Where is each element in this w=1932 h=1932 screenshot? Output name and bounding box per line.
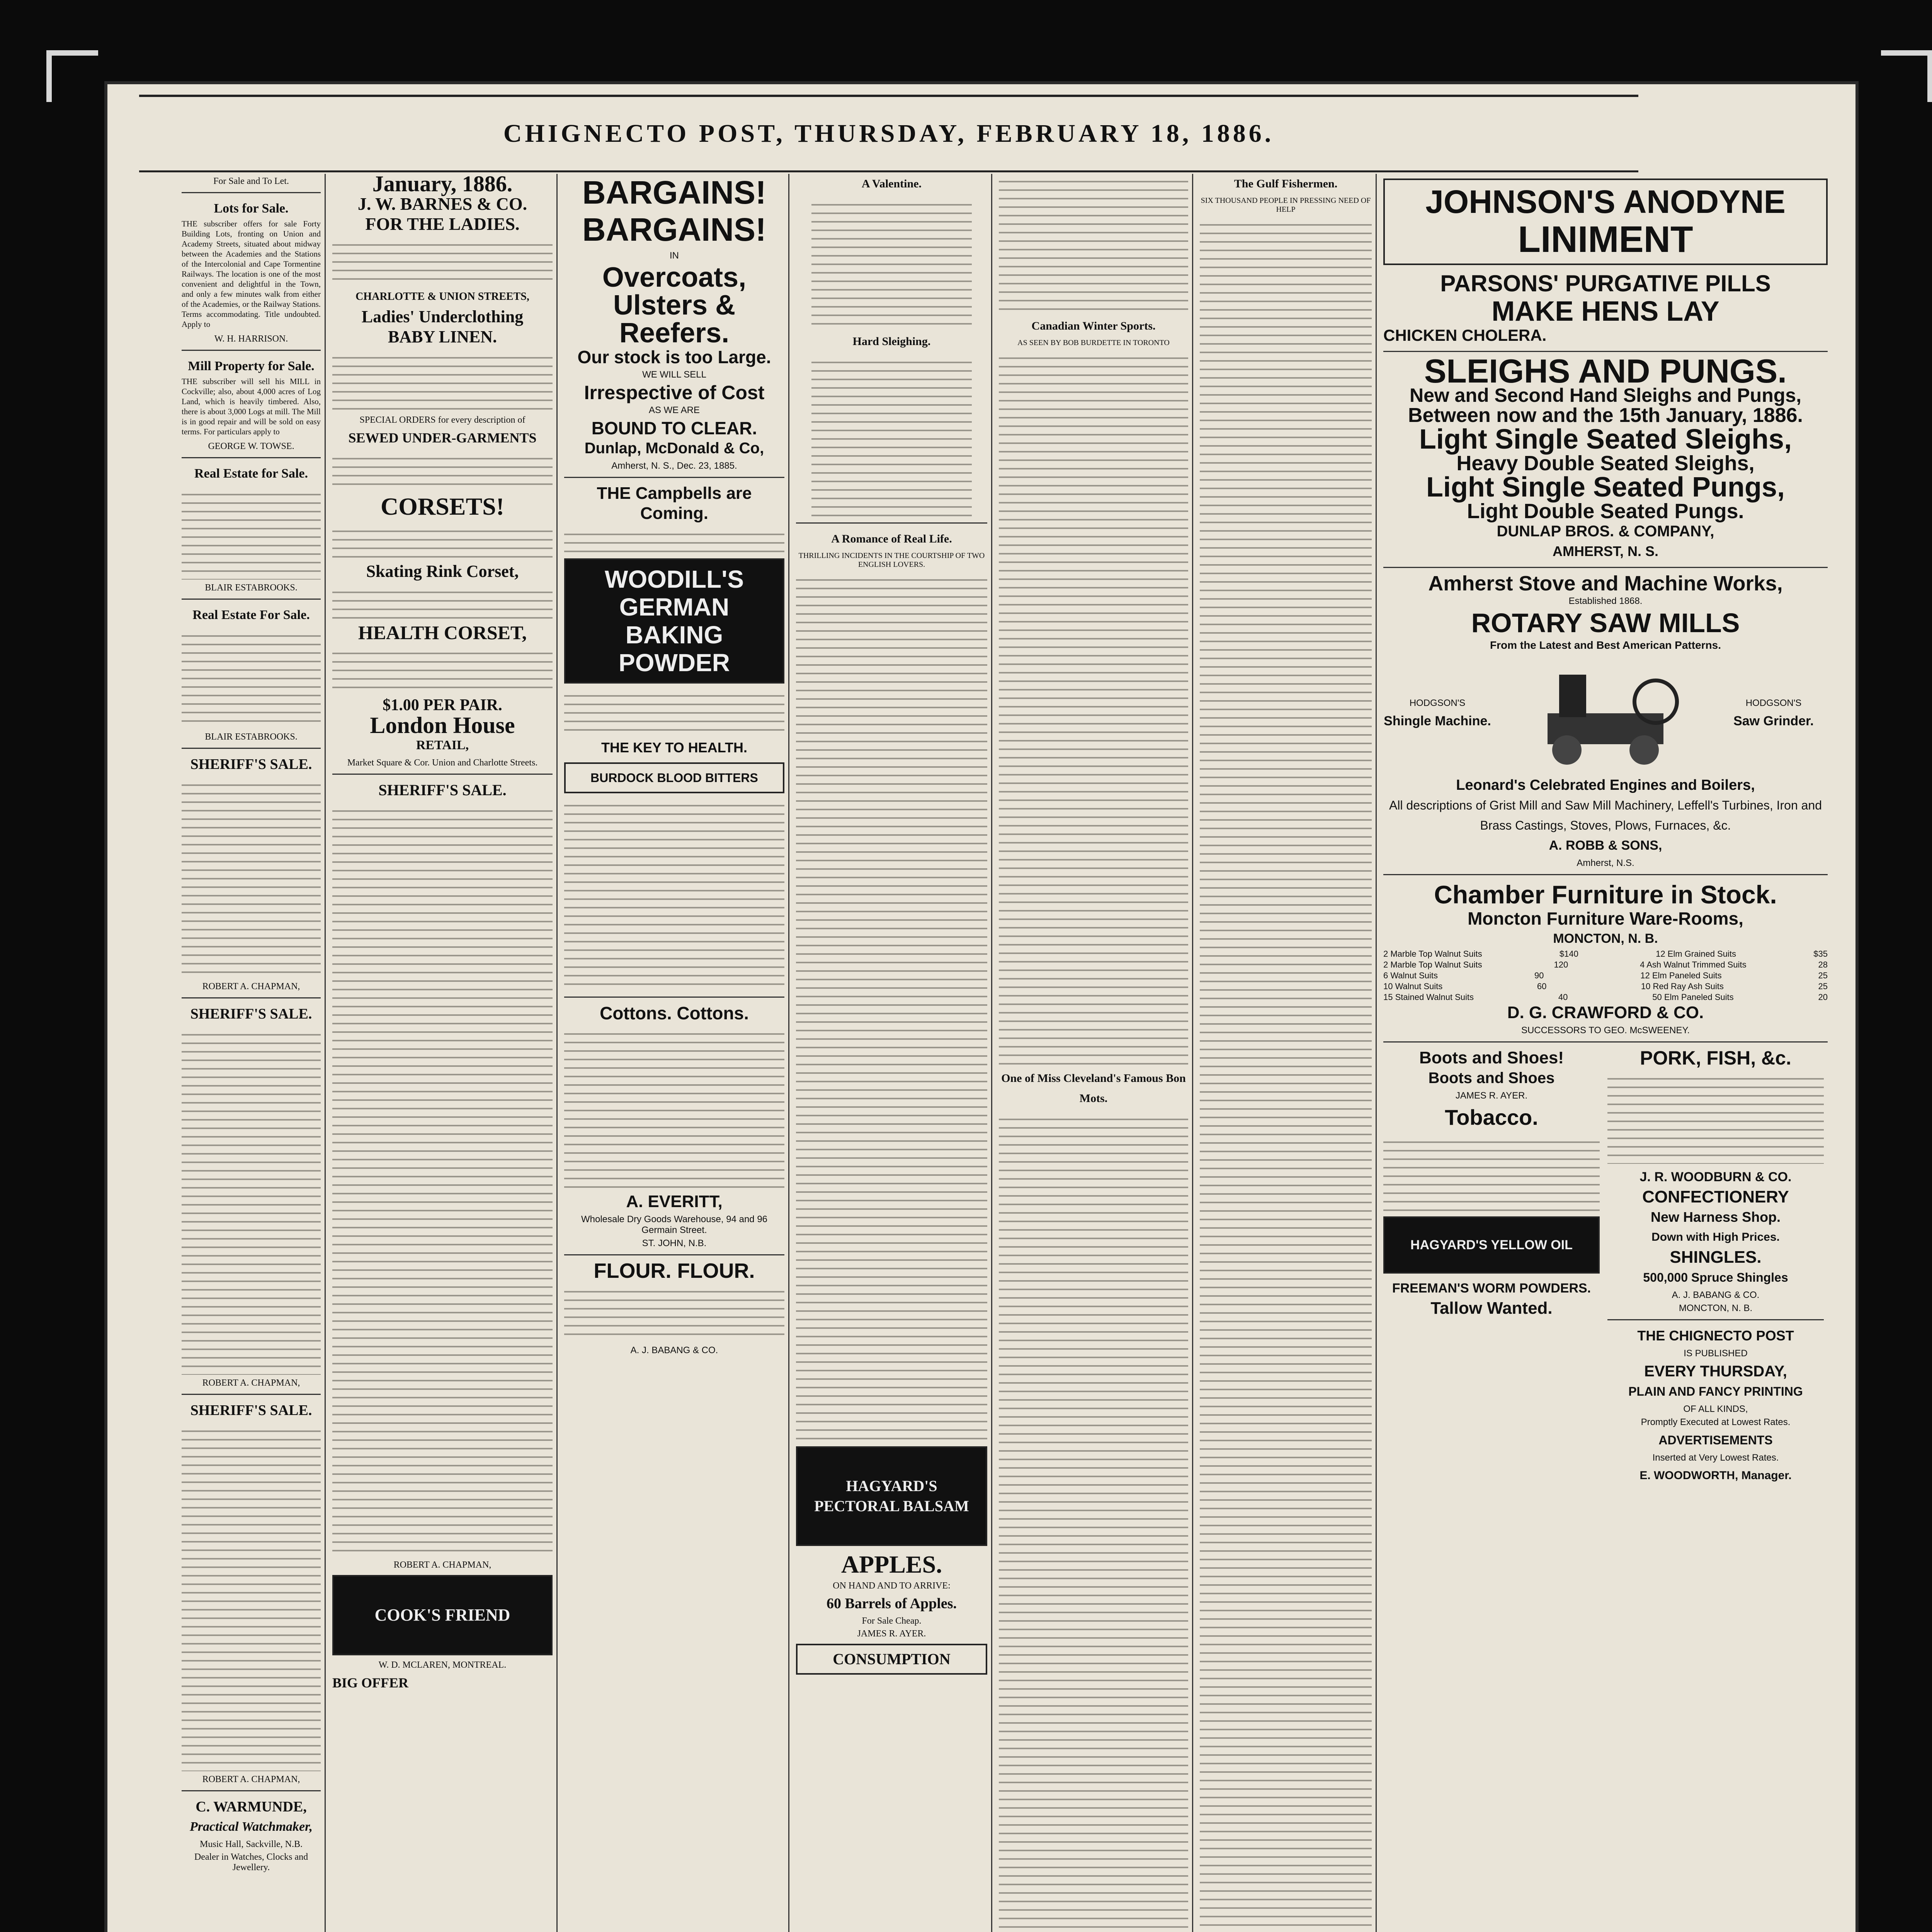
- ad-heading: Tobacco.: [1445, 1105, 1538, 1129]
- ad-signature: W. H. HARRISON.: [214, 334, 288, 344]
- price-cell: 90: [1534, 971, 1544, 980]
- ad-signature: BLAIR ESTABROOKS.: [205, 583, 298, 593]
- ad-signature: ROBERT A. CHAPMAN,: [202, 1774, 300, 1784]
- price-cell: 10 Walnut Suits: [1383, 981, 1443, 991]
- ad-heading: Skating Rink Corset,: [366, 562, 519, 581]
- ad-text: IS PUBLISHED: [1684, 1348, 1748, 1359]
- ad-heading: PARSONS' PURGATIVE PILLS: [1440, 270, 1771, 296]
- ad-heading: EVERY THURSDAY,: [1644, 1363, 1787, 1380]
- sheriff-sale-heading: SHERIFF'S SALE.: [190, 1006, 312, 1022]
- ad-heading: BAKING: [625, 621, 723, 649]
- ad-heading: HAGYARD'S YELLOW OIL: [1410, 1238, 1573, 1252]
- ad-text: Inserted at Very Lowest Rates.: [1652, 1452, 1779, 1463]
- ad-heading: SHINGLES.: [1670, 1248, 1762, 1267]
- ad-heading: FLOUR. FLOUR.: [594, 1259, 755, 1282]
- article-subheading: SIX THOUSAND PEOPLE IN PRESSING NEED OF HELP: [1201, 196, 1371, 214]
- masthead: [139, 95, 1638, 172]
- ad-heading: BOUND TO CLEAR.: [591, 418, 757, 438]
- column-5: [999, 174, 1188, 1932]
- ad-text: SUCCESSORS TO GEO. McSWEENEY.: [1521, 1025, 1690, 1036]
- ad-heading: Cottons. Cottons.: [600, 1003, 749, 1023]
- ad-heading: PORK, FISH, &c.: [1640, 1047, 1791, 1069]
- price-cell: 6 Walnut Suits: [1383, 971, 1438, 980]
- price-cell: 60: [1537, 981, 1547, 991]
- ad-heading: 60 Barrels of Apples.: [826, 1595, 957, 1612]
- price-cell: 28: [1818, 960, 1828, 969]
- article-heading: Hard Sleighing.: [852, 335, 931, 348]
- hagyards-balsam-ad: [796, 1446, 987, 1546]
- ad-heading: FREEMAN'S WORM POWDERS.: [1392, 1281, 1591, 1296]
- column-rule: [1192, 174, 1193, 1932]
- price-row: [1383, 959, 1828, 970]
- price-cell: 120: [1554, 960, 1568, 969]
- ad-signature: ROBERT A. CHAPMAN,: [393, 1560, 492, 1570]
- ad-heading: ROTARY SAW MILLS: [1471, 608, 1740, 638]
- column-rule: [325, 174, 326, 1932]
- ad-heading: SEWED UNDER-GARMENTS: [348, 430, 537, 446]
- ad-heading: THE KEY TO HEALTH.: [601, 740, 748, 755]
- article-byline: AS SEEN BY BOB BURDETTE IN TORONTO: [1017, 338, 1170, 347]
- ad-heading: APPLES.: [841, 1551, 942, 1578]
- price-row: [1383, 949, 1828, 959]
- price-cell: 25: [1818, 971, 1828, 980]
- ad-heading: New and Second Hand Sleighs and Pungs,: [1409, 384, 1802, 406]
- ad-signature: JAMES R. AYER.: [1455, 1090, 1528, 1101]
- watchmaker-dealer: Dealer in Watches, Clocks and Jewellery.: [194, 1852, 308, 1872]
- firm-name: Dunlap, McDonald & Co,: [584, 440, 764, 457]
- price-cell: 2 Marble Top Walnut Suits: [1383, 960, 1482, 969]
- ad-heading: ADVERTISEMENTS: [1658, 1433, 1773, 1447]
- price-cell: $140: [1559, 949, 1578, 959]
- firm-name: DUNLAP BROS. & COMPANY,: [1497, 523, 1714, 540]
- article-heading: A Valentine.: [861, 177, 922, 190]
- ad-text: HODGSON'S: [1745, 698, 1802, 708]
- store-address: Market Square & Cor. Union and Charlotte Streets.: [347, 758, 538, 768]
- furniture-price-list: [1383, 949, 1828, 1003]
- column-1: [182, 174, 321, 1932]
- column-rule: [1376, 174, 1377, 1932]
- woodills-baking-powder-ad: [564, 558, 784, 684]
- masthead-title: CHIGNECTO POST, THURSDAY, FEBRUARY 18, 1886.: [503, 119, 1274, 148]
- johnsons-liniment-ad: [1383, 179, 1828, 265]
- crop-mark-top-left: [46, 50, 98, 102]
- ad-signature: A. J. BABANG & CO.: [630, 1345, 718, 1355]
- ad-heading: THE Campbells are Coming.: [597, 484, 752, 523]
- watchmaker-trade: Practical Watchmaker,: [190, 1820, 313, 1834]
- ad-location: ST. JOHN, N.B.: [642, 1238, 707, 1248]
- firm-name: D. G. CRAWFORD & CO.: [1507, 1003, 1704, 1022]
- sheriff-sale-heading: SHERIFF'S SALE.: [190, 1402, 312, 1418]
- column-rule: [556, 174, 558, 1932]
- ad-text: IN: [670, 250, 679, 261]
- ad-heading: Light Single Seated Pungs,: [1426, 472, 1785, 503]
- ad-location: MONCTON, N. B.: [1553, 931, 1658, 946]
- ad-heading: BIG OFFER: [332, 1675, 409, 1690]
- ad-heading: Moncton Furniture Ware-Rooms,: [1468, 908, 1743, 929]
- ad-heading: BARGAINS!: [582, 174, 766, 211]
- column-7: [1383, 174, 1828, 1932]
- ad-text: OF ALL KINDS,: [1683, 1404, 1748, 1414]
- ad-heading: Chamber Furniture in Stock.: [1434, 880, 1777, 909]
- price-cell: 15 Stained Walnut Suits: [1383, 992, 1474, 1002]
- ad-heading: Amherst Stove and Machine Works,: [1428, 572, 1783, 595]
- ad-heading: Our stock is too Large.: [577, 347, 771, 367]
- firm-name: A. ROBB & SONS,: [1549, 838, 1662, 853]
- sheriff-sale-heading: SHERIFF'S SALE.: [190, 756, 312, 772]
- ad-heading: BURDOCK BLOOD BITTERS: [590, 771, 758, 785]
- consumption-ad: [796, 1644, 987, 1675]
- ad-heading: Lots for Sale.: [214, 201, 289, 216]
- ad-heading: Light Single Seated Sleighs,: [1419, 424, 1792, 455]
- price-cell: 4 Ash Walnut Trimmed Suits: [1640, 960, 1747, 969]
- column-4: [796, 174, 987, 1932]
- ad-location: AMHERST, N. S.: [1552, 543, 1659, 559]
- price-cell: $35: [1813, 949, 1828, 959]
- ad-text: SPECIAL ORDERS for every description of: [359, 415, 526, 425]
- store-type: RETAIL,: [416, 738, 469, 752]
- ad-signature: JAMES R. AYER.: [857, 1629, 926, 1639]
- ad-heading: BABY LINEN.: [388, 327, 497, 346]
- ad-text: Promptly Executed at Lowest Rates.: [1641, 1417, 1791, 1427]
- ad-text: HODGSON'S: [1409, 698, 1466, 708]
- ad-text: WE WILL SELL: [642, 369, 706, 380]
- article-heading: One of Miss Cleveland's Famous Bon Mots.: [1001, 1072, 1186, 1105]
- ad-heading: JOHNSON'S ANODYNE: [1425, 184, 1786, 220]
- ad-heading: COOK'S FRIEND: [374, 1605, 510, 1624]
- ad-signature: ROBERT A. CHAPMAN,: [202, 1378, 300, 1388]
- ad-text: All descriptions of Grist Mill and Saw Mill Machinery, Leffell's Turbines, Iron and Brass Castings, Stoves, Plows, Furnaces, &c.: [1389, 798, 1822, 832]
- article-heading: A Romance of Real Life.: [831, 532, 952, 545]
- ad-heading: HAGYARD'S PECTORAL BALSAM: [814, 1477, 969, 1515]
- column-rule: [991, 174, 992, 1932]
- ad-heading: Mill Property for Sale.: [188, 359, 315, 373]
- ad-location: CHARLOTTE & UNION STREETS,: [355, 291, 529, 303]
- ad-price: $1.00 PER PAIR.: [383, 696, 502, 714]
- price-cell: 20: [1818, 992, 1828, 1002]
- ad-heading: LINIMENT: [1518, 219, 1693, 260]
- ad-heading: CHICKEN CHOLERA.: [1383, 326, 1547, 344]
- ad-heading: Ulsters &: [613, 290, 736, 321]
- ad-heading: Tallow Wanted.: [1430, 1299, 1553, 1318]
- crop-mark-top-right: [1881, 50, 1932, 102]
- price-row: [1383, 970, 1828, 981]
- yellow-oil-ad: [1383, 1216, 1600, 1274]
- price-cell: 25: [1818, 981, 1828, 991]
- ad-heading: Real Estate for Sale.: [194, 466, 308, 481]
- ad-signature: BLAIR ESTABROOKS.: [205, 732, 298, 742]
- ad-heading: SLEIGHS AND PUNGS.: [1424, 353, 1787, 390]
- ad-heading: Real Estate For Sale.: [192, 608, 310, 622]
- ad-signature: GEORGE W. TOWSE.: [208, 441, 294, 451]
- cooks-friend-ad: [332, 1575, 553, 1655]
- ad-body: THE subscriber will sell his MILL in Cockville; also, about 4,000 acres of Log Land, which is heavily timbered. Also, there is about 3,000 Logs at mill. The Mill is in good repair and will be sold on easy terms. For particulars apply to: [182, 377, 321, 436]
- price-row: [1383, 981, 1828, 992]
- ad-date: January, 1886.: [372, 174, 513, 196]
- ad-heading: 500,000 Spruce Shingles: [1643, 1270, 1788, 1284]
- ad-heading: Boots and Shoes!: [1419, 1048, 1564, 1067]
- ad-heading: MAKE HENS LAY: [1492, 296, 1719, 327]
- ad-heading: GERMAN: [619, 593, 730, 621]
- ad-heading: Saw Grinder.: [1733, 714, 1814, 728]
- ad-heading: CONFECTIONERY: [1642, 1187, 1789, 1206]
- ad-heading: FOR THE LADIES.: [365, 214, 520, 234]
- ad-heading: CORSETS!: [380, 493, 505, 520]
- price-cell: 10 Red Ray Ash Suits: [1641, 981, 1724, 991]
- price-cell: 50 Elm Paneled Suits: [1652, 992, 1734, 1002]
- article-heading: The Gulf Fishermen.: [1234, 177, 1338, 190]
- ad-heading: Heavy Double Seated Sleighs,: [1456, 452, 1755, 475]
- column-6: [1200, 174, 1372, 1932]
- ad-location: Amherst, N. S., Dec. 23, 1885.: [611, 461, 737, 471]
- price-row: [1383, 992, 1828, 1003]
- ad-text: From the Latest and Best American Patterns.: [1490, 639, 1721, 651]
- ad-heading: Boots and Shoes: [1428, 1070, 1555, 1087]
- article-heading: Canadian Winter Sports.: [1031, 320, 1156, 332]
- store-name: London House: [370, 713, 515, 738]
- machinery-ad: [1383, 655, 1828, 771]
- firm-name: J. W. BARNES & CO.: [357, 194, 527, 214]
- ad-heading: Reefers.: [619, 318, 730, 349]
- ad-heading: Irrespective of Cost: [584, 382, 765, 403]
- ad-signature: E. WOODWORTH, Manager.: [1639, 1469, 1792, 1482]
- ad-heading: PLAIN AND FANCY PRINTING: [1628, 1384, 1803, 1398]
- ad-signature: ROBERT A. CHAPMAN,: [202, 981, 300, 992]
- ad-text: For Sale Cheap.: [862, 1616, 922, 1626]
- firm-name: J. R. WOODBURN & CO.: [1639, 1170, 1792, 1184]
- ad-heading: BARGAINS!: [582, 211, 766, 248]
- watchmaker-address: Music Hall, Sackville, N.B.: [200, 1839, 303, 1849]
- burdock-ad: [564, 762, 784, 793]
- ad-heading: THE CHIGNECTO POST: [1637, 1328, 1794, 1344]
- firm-name: A. EVERITT,: [626, 1192, 723, 1211]
- section-heading: For Sale and To Let.: [213, 176, 289, 186]
- ad-heading: Between now and the 15th January, 1886.: [1408, 404, 1803, 427]
- ad-location: Wholesale Dry Goods Warehouse, 94 and 96 Germain Street.: [581, 1214, 768, 1235]
- ad-heading: Shingle Machine.: [1384, 714, 1491, 728]
- sheriff-sale-heading: SHERIFF'S SALE.: [378, 781, 507, 799]
- article-subheading: THRILLING INCIDENTS IN THE COURTSHIP OF TWO ENGLISH LOVERS.: [798, 551, 985, 569]
- ad-body: THE subscriber offers for sale Forty Building Lots, fronting on Union and Academy Streets, situated about midway between the Academies and the Stations of the Intercolonial and Cape Tormentine Railways. The location is one of the most convenient and delightful in the Town, and only a few minutes walk from either of the Academies, or the Railway Stations. Terms accommodating. Title undoubted. Apply to: [182, 219, 321, 329]
- price-cell: 40: [1558, 992, 1568, 1002]
- ad-location: Amherst, N.S.: [1577, 858, 1634, 868]
- ad-signature: A. J. BABANG & CO.: [1672, 1290, 1760, 1300]
- ad-heading: HEALTH CORSET,: [358, 622, 527, 643]
- ad-heading: CONSUMPTION: [833, 1650, 951, 1668]
- ad-heading: WOODILL'S: [604, 565, 744, 593]
- column-rule: [788, 174, 789, 1932]
- column-2: [332, 174, 553, 1932]
- ad-heading: Down with High Prices.: [1651, 1231, 1780, 1243]
- price-cell: 2 Marble Top Walnut Suits: [1383, 949, 1482, 959]
- steam-engine-illustration: [1524, 659, 1687, 767]
- ad-heading: Overcoats,: [602, 262, 747, 293]
- watchmaker-name: C. WARMUNDE,: [196, 1799, 307, 1815]
- price-cell: 12 Elm Grained Suits: [1656, 949, 1736, 959]
- ad-heading: Ladies' Underclothing: [361, 307, 524, 326]
- ad-heading: Light Double Seated Pungs.: [1467, 500, 1744, 523]
- ad-text: ON HAND AND TO ARRIVE:: [833, 1581, 951, 1591]
- ad-text: AS WE ARE: [648, 405, 700, 415]
- ad-maker: W. D. MCLAREN, MONTREAL.: [378, 1660, 507, 1670]
- ad-heading: New Harness Shop.: [1650, 1209, 1781, 1225]
- ad-heading: Leonard's Celebrated Engines and Boilers,: [1456, 777, 1755, 793]
- ad-location: MONCTON, N. B.: [1679, 1303, 1753, 1313]
- column-3: [564, 174, 784, 1932]
- ad-text: Established 1868.: [1568, 596, 1643, 606]
- ad-heading: POWDER: [619, 649, 730, 677]
- price-cell: 12 Elm Paneled Suits: [1640, 971, 1722, 980]
